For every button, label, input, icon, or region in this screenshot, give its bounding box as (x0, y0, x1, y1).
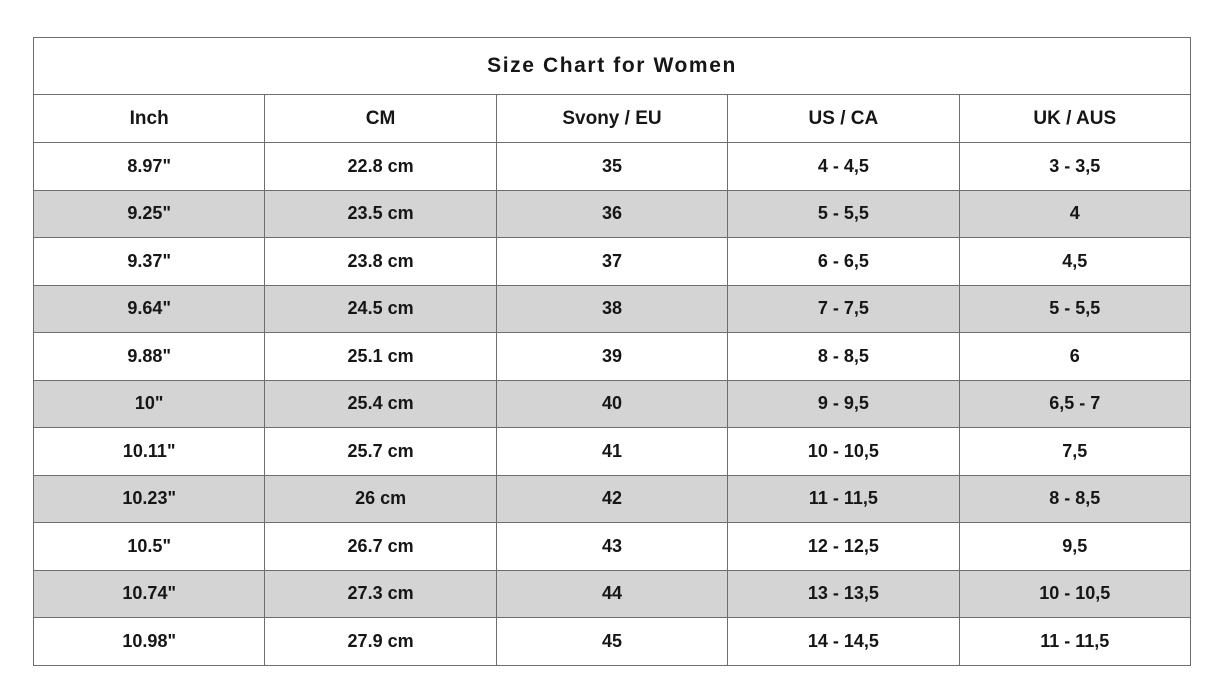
cell-cm: 25.4 cm (265, 380, 496, 428)
cell-us-ca: 6 - 6,5 (728, 238, 959, 286)
cell-us-ca: 5 - 5,5 (728, 190, 959, 238)
cell-inch: 9.37" (34, 238, 265, 286)
column-header-us-ca: US / CA (728, 95, 959, 143)
cell-inch: 10" (34, 380, 265, 428)
cell-uk-aus: 7,5 (959, 428, 1190, 476)
cell-us-ca: 10 - 10,5 (728, 428, 959, 476)
cell-us-ca: 11 - 11,5 (728, 475, 959, 523)
cell-svony-eu: 43 (496, 523, 727, 571)
size-chart-container (33, 37, 1191, 659)
page-title: Size Chart for Women (34, 38, 1191, 95)
cell-svony-eu: 35 (496, 143, 727, 191)
cell-cm: 26 cm (265, 475, 496, 523)
table-row (34, 618, 1191, 666)
column-header-uk-aus: UK / AUS (959, 95, 1190, 143)
cell-uk-aus: 4 (959, 190, 1190, 238)
table-row (34, 428, 1191, 476)
cell-inch: 9.88" (34, 333, 265, 381)
column-header-svony-eu: Svony / EU (496, 95, 727, 143)
cell-uk-aus: 3 - 3,5 (959, 143, 1190, 191)
column-header-cm: CM (265, 95, 496, 143)
cell-us-ca: 9 - 9,5 (728, 380, 959, 428)
cell-cm: 24.5 cm (265, 285, 496, 333)
table-row (34, 190, 1191, 238)
table-row (34, 570, 1191, 618)
cell-svony-eu: 41 (496, 428, 727, 476)
cell-svony-eu: 36 (496, 190, 727, 238)
cell-svony-eu: 37 (496, 238, 727, 286)
cell-svony-eu: 44 (496, 570, 727, 618)
cell-uk-aus: 5 - 5,5 (959, 285, 1190, 333)
cell-svony-eu: 40 (496, 380, 727, 428)
cell-svony-eu: 39 (496, 333, 727, 381)
cell-cm: 25.7 cm (265, 428, 496, 476)
cell-svony-eu: 45 (496, 618, 727, 666)
table-row (34, 475, 1191, 523)
cell-uk-aus: 8 - 8,5 (959, 475, 1190, 523)
size-chart-table (33, 37, 1191, 666)
cell-inch: 10.5" (34, 523, 265, 571)
cell-cm: 26.7 cm (265, 523, 496, 571)
cell-us-ca: 12 - 12,5 (728, 523, 959, 571)
cell-svony-eu: 38 (496, 285, 727, 333)
cell-svony-eu: 42 (496, 475, 727, 523)
cell-inch: 8.97" (34, 143, 265, 191)
cell-inch: 9.25" (34, 190, 265, 238)
cell-us-ca: 14 - 14,5 (728, 618, 959, 666)
header-row (34, 95, 1191, 143)
cell-uk-aus: 6 (959, 333, 1190, 381)
cell-us-ca: 13 - 13,5 (728, 570, 959, 618)
table-row (34, 380, 1191, 428)
size-chart-body (34, 38, 1191, 666)
cell-inch: 9.64" (34, 285, 265, 333)
table-row (34, 523, 1191, 571)
cell-uk-aus: 10 - 10,5 (959, 570, 1190, 618)
cell-inch: 10.11" (34, 428, 265, 476)
cell-uk-aus: 11 - 11,5 (959, 618, 1190, 666)
table-row (34, 333, 1191, 381)
cell-cm: 23.8 cm (265, 238, 496, 286)
cell-uk-aus: 6,5 - 7 (959, 380, 1190, 428)
cell-cm: 25.1 cm (265, 333, 496, 381)
table-row (34, 285, 1191, 333)
column-header-inch: Inch (34, 95, 265, 143)
cell-cm: 22.8 cm (265, 143, 496, 191)
table-row (34, 143, 1191, 191)
cell-cm: 27.9 cm (265, 618, 496, 666)
title-row (34, 38, 1191, 95)
cell-cm: 23.5 cm (265, 190, 496, 238)
cell-us-ca: 4 - 4,5 (728, 143, 959, 191)
cell-us-ca: 7 - 7,5 (728, 285, 959, 333)
table-row (34, 238, 1191, 286)
cell-inch: 10.74" (34, 570, 265, 618)
cell-uk-aus: 9,5 (959, 523, 1190, 571)
cell-us-ca: 8 - 8,5 (728, 333, 959, 381)
cell-inch: 10.23" (34, 475, 265, 523)
cell-inch: 10.98" (34, 618, 265, 666)
cell-uk-aus: 4,5 (959, 238, 1190, 286)
cell-cm: 27.3 cm (265, 570, 496, 618)
